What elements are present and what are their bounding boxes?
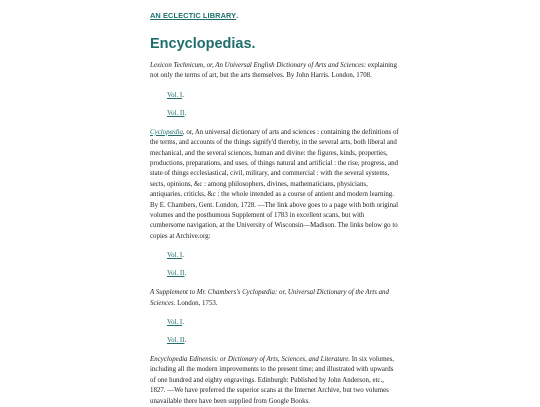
volume-link[interactable]: Vol. II. — [167, 337, 187, 345]
volume-period: . — [182, 319, 184, 327]
volume-link[interactable]: Vol. II. — [167, 270, 187, 278]
entry-lexicon-technicum — [150, 61, 400, 82]
page-title: Encyclopedias. — [150, 36, 256, 52]
site-home-link[interactable]: AN ECLECTIC LIBRARY — [150, 11, 237, 20]
entry-title: Encyclopedia Edinensis: or Dictionary of Arts, Sciences, and Literature. — [150, 356, 350, 364]
spacer — [150, 118, 400, 128]
entry-title: A Supplement to Mr. Chambers's Cyclopædia: or, Universal Dictionary of the Arts and Sciences. — [150, 289, 389, 307]
volume-link[interactable]: Vol. I. — [167, 252, 184, 260]
entry-text: In six volumes, including all the modern improvements to the present time; and illustrated with upwards of one hundred and eighty engravings. Edinburgh: Published by John Anderson, etc., 1827. —We have preferred the superior scans at the Internet Archive, but two volumes unavailable there have been supplied from Google Books. — [150, 356, 395, 405]
entry-cyclopaedia — [150, 128, 400, 242]
entry-text: , or, An universal dictionary of arts and sciences : containing the definitions of the terms, and accounts of the things signify'd thereby, in the several arts, both liberal and mechanical, and the several sciences, human and divine: the figures, kinds, properties, productions, preparations, and uses, of things natural and artificial : the rise, progress, and state of things ecclesiastical, civil, military, and commercial : with the several systems, sects, opinions, &c : among philosophers, divines, mathematicians, physicians, antiquaries, criticks, &c : the whole intended as a course of antient and modern learning. By E. Chambers, Gent. London, 1728. —The link above goes to a page with both original volumes and the posthumous Supplement of 1783 in excellent scans, but with cumbersome navigation, at the University of Wisconsin—Madison. The links below go to copies at Archive.org: — [150, 128, 399, 240]
volume-period: . — [184, 109, 187, 117]
entry-text: London, 1753. — [175, 299, 218, 307]
volume-link[interactable]: Vol. I. — [167, 91, 184, 99]
entry-encyclopedia-edinensis — [150, 355, 400, 407]
volume-link[interactable]: Vol. I. — [167, 319, 184, 327]
volume-period: . — [182, 91, 184, 99]
entry-title: Lexicon Technicum, or, An Universal English Dictionary of Arts and Sciences: — [150, 61, 367, 69]
entry-text: explaining not only the terms of art, but the arts themselves. By John Harris. London, 1708. — [150, 61, 397, 80]
volume-period: . — [184, 337, 187, 345]
content-column — [150, 0, 400, 407]
spacer — [150, 345, 400, 355]
site-link-period: . — [236, 11, 239, 20]
volume-period: . — [184, 270, 187, 278]
spacer — [150, 278, 400, 288]
volume-period: . — [182, 252, 184, 260]
volume-link[interactable]: Vol. II. — [167, 109, 187, 117]
cyclopaedia-link[interactable]: Cyclopædia — [150, 128, 183, 136]
entry-supplement — [150, 288, 400, 309]
